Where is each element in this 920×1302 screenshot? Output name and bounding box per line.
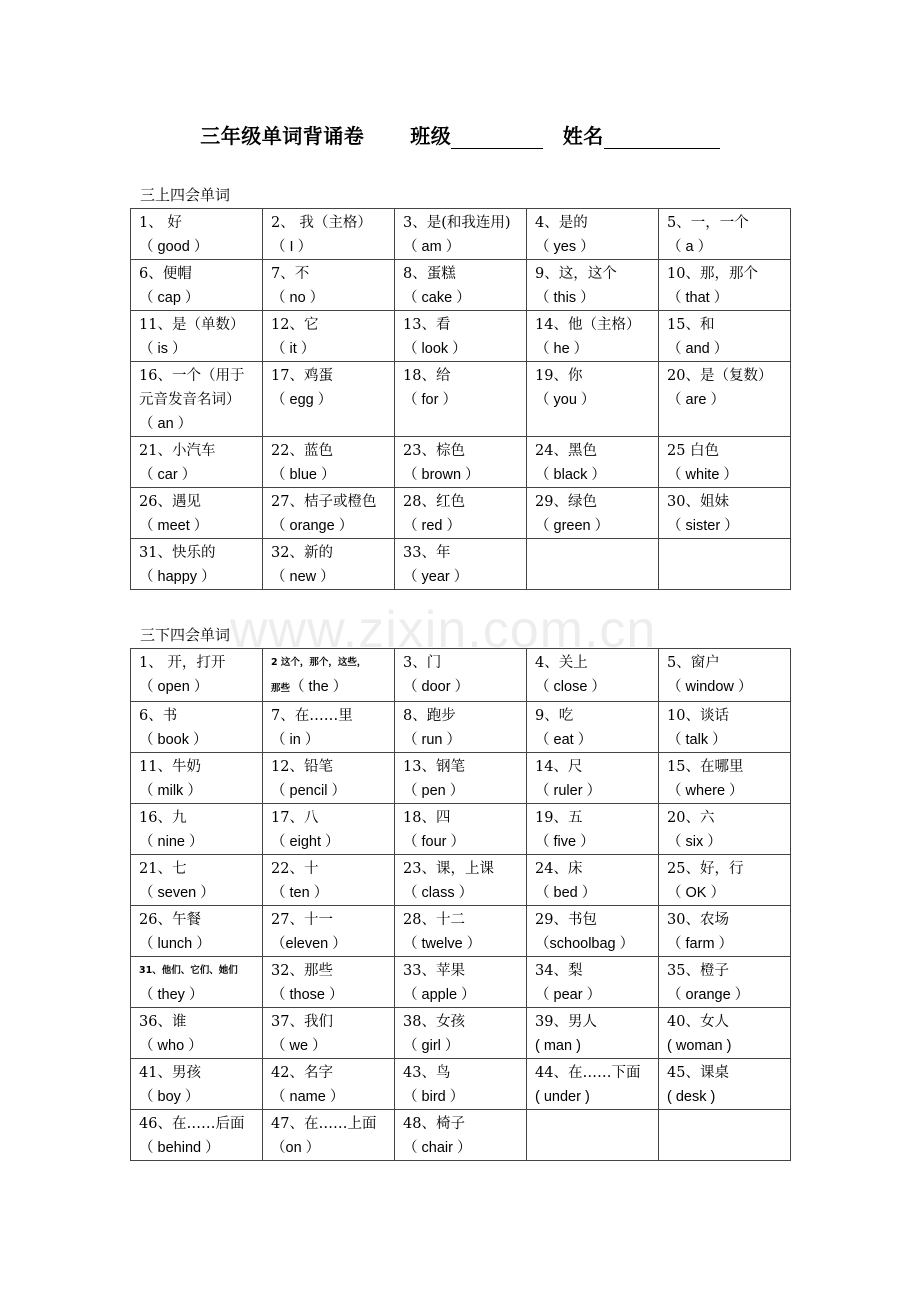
word-cell xyxy=(527,649,659,702)
word-cell xyxy=(395,488,527,539)
word-cell xyxy=(659,855,791,906)
word-cell xyxy=(527,539,659,590)
english-answer[interactable]: （ book ） xyxy=(139,732,208,748)
word-cell xyxy=(395,702,527,753)
english-answer[interactable]: （ pencil ） xyxy=(271,783,346,799)
chinese-meaning: 47、在……上面 xyxy=(271,1116,377,1132)
chinese-meaning: 30、姐妹 xyxy=(667,494,729,510)
chinese-meaning: 20、六 xyxy=(667,810,715,826)
word-cell xyxy=(659,311,791,362)
english-answer[interactable]: （ four ） xyxy=(403,834,466,850)
word-cell xyxy=(395,649,527,702)
english-answer[interactable]: （ for ） xyxy=(403,392,457,408)
word-cell xyxy=(131,1008,263,1059)
english-answer[interactable]: （ talk ） xyxy=(667,732,727,748)
word-cell xyxy=(263,855,395,906)
chinese-meaning: 8、蛋糕 xyxy=(403,266,456,282)
word-cell xyxy=(659,957,791,1008)
chinese-meaning: 26、遇见 xyxy=(139,494,201,510)
watermark: www.zixin.com.cn xyxy=(230,601,657,659)
chinese-meaning: 5、窗户 xyxy=(667,655,720,671)
chinese-meaning: 9、吃 xyxy=(535,708,574,724)
chinese-meaning: 31、他们、它们、她们 xyxy=(139,965,238,976)
english-answer[interactable]: （ those ） xyxy=(271,987,344,1003)
chinese-meaning: 37、我们 xyxy=(271,1014,333,1030)
word-cell xyxy=(527,1110,659,1161)
word-cell xyxy=(659,906,791,957)
english-answer[interactable]: （ milk ） xyxy=(139,783,202,799)
table-row xyxy=(131,1110,791,1161)
chinese-meaning: 7、在……里 xyxy=(271,708,353,724)
chinese-meaning: 14、他（主格） xyxy=(535,317,641,333)
word-cell xyxy=(131,957,263,1008)
english-answer[interactable]: （ car ） xyxy=(139,467,197,483)
table-row xyxy=(131,488,791,539)
chinese-meaning: 2 这个，那个，这些， xyxy=(271,657,367,668)
word-cell xyxy=(131,753,263,804)
chinese-meaning: 28、十二 xyxy=(403,912,465,928)
word-cell xyxy=(131,539,263,590)
word-cell xyxy=(395,753,527,804)
word-cell xyxy=(659,362,791,437)
chinese-meaning: 25、好，行 xyxy=(667,861,744,877)
english-answer[interactable]: （ black ） xyxy=(535,467,606,483)
table-row xyxy=(131,209,791,260)
chinese-meaning: 39、男人 xyxy=(535,1014,597,1030)
english-answer[interactable]: （ blue ） xyxy=(271,467,336,483)
word-cell xyxy=(527,804,659,855)
english-answer[interactable]: （ meet ） xyxy=(139,518,209,534)
table-row xyxy=(131,311,791,362)
page-title xyxy=(0,120,920,149)
class-blank[interactable] xyxy=(451,126,543,149)
chinese-meaning: 25 白色 xyxy=(667,443,720,459)
word-cell xyxy=(263,804,395,855)
word-cell xyxy=(131,649,263,702)
chinese-meaning: 18、四 xyxy=(403,810,451,826)
word-cell xyxy=(527,260,659,311)
word-cell xyxy=(527,957,659,1008)
title-text: 三年级单词背诵卷 xyxy=(200,124,365,148)
english-answer[interactable]: （ close ） xyxy=(535,679,606,695)
word-cell xyxy=(263,906,395,957)
english-answer[interactable]: （ boy ） xyxy=(139,1089,200,1105)
chinese-meaning-line2: 元音发音名词） xyxy=(139,392,241,408)
english-answer[interactable]: （ eight ） xyxy=(271,834,340,850)
chinese-meaning: 10、谈话 xyxy=(667,708,729,724)
english-answer[interactable]: （schoolbag ） xyxy=(535,936,635,952)
chinese-meaning: 14、尺 xyxy=(535,759,583,775)
chinese-meaning: 8、跑步 xyxy=(403,708,456,724)
table-row xyxy=(131,260,791,311)
word-cell xyxy=(263,649,395,702)
chinese-meaning: 42、名字 xyxy=(271,1065,333,1081)
english-answer[interactable]: （ seven ） xyxy=(139,885,215,901)
word-cell xyxy=(131,855,263,906)
english-answer[interactable]: （ egg ） xyxy=(271,392,333,408)
english-answer[interactable]: （ cap ） xyxy=(139,290,200,306)
chinese-meaning: 6、书 xyxy=(139,708,178,724)
chinese-meaning: 15、在哪里 xyxy=(667,759,744,775)
english-answer[interactable]: （eleven ） xyxy=(271,936,347,952)
english-answer[interactable]: （ a ） xyxy=(667,239,713,255)
english-word: （ the ） xyxy=(290,679,348,695)
word-cell xyxy=(263,437,395,488)
english-answer[interactable]: （ he ） xyxy=(535,341,589,357)
word-cell xyxy=(659,753,791,804)
word-cell xyxy=(527,702,659,753)
chinese-meaning: 29、书包 xyxy=(535,912,597,928)
english-answer[interactable]: （ orange ） xyxy=(667,987,750,1003)
word-cell xyxy=(659,1059,791,1110)
section1-label: 三上四会单词 xyxy=(140,186,231,204)
english-answer[interactable]: ( under ) xyxy=(535,1089,590,1105)
word-cell xyxy=(395,311,527,362)
word-cell xyxy=(659,209,791,260)
word-cell xyxy=(659,260,791,311)
word-cell xyxy=(263,362,395,437)
word-cell xyxy=(395,209,527,260)
chinese-meaning: 15、和 xyxy=(667,317,715,333)
word-cell xyxy=(527,437,659,488)
word-cell xyxy=(395,804,527,855)
chinese-meaning: 7、不 xyxy=(271,266,310,282)
word-cell xyxy=(131,362,263,437)
word-cell xyxy=(395,855,527,906)
word-cell xyxy=(659,488,791,539)
english-answer[interactable]: （ am ） xyxy=(403,239,461,255)
chinese-meaning: 23、棕色 xyxy=(403,443,465,459)
word-cell xyxy=(131,311,263,362)
word-cell xyxy=(263,488,395,539)
table-row xyxy=(131,1059,791,1110)
chinese-meaning: 43、鸟 xyxy=(403,1065,451,1081)
chinese-meaning: 24、黑色 xyxy=(535,443,597,459)
table-row xyxy=(131,1008,791,1059)
chinese-meaning: 5、一，一个 xyxy=(667,215,749,231)
english-answer[interactable]: （ new ） xyxy=(271,569,335,585)
english-answer[interactable]: （ year ） xyxy=(403,569,469,585)
chinese-meaning: 38、女孩 xyxy=(403,1014,465,1030)
chinese-meaning: 11、牛奶 xyxy=(139,759,201,775)
name-blank[interactable] xyxy=(604,126,720,149)
chinese-meaning: 4、是的 xyxy=(535,215,588,231)
english-answer[interactable]: （ window ） xyxy=(667,679,753,695)
word-cell xyxy=(527,1059,659,1110)
english-answer[interactable]: （ open ） xyxy=(139,679,209,695)
chinese-meaning: 21、小汽车 xyxy=(139,443,216,459)
english-answer[interactable]: （ sister ） xyxy=(667,518,739,534)
english-answer[interactable]: （ an ） xyxy=(139,416,193,432)
name-label: 姓名 xyxy=(562,124,604,148)
word-cell xyxy=(659,1110,791,1161)
english-answer[interactable]: （ brown ） xyxy=(403,467,480,483)
english-answer[interactable]: （ nine ） xyxy=(139,834,204,850)
english-answer[interactable]: （ where ） xyxy=(667,783,744,799)
table-row xyxy=(131,906,791,957)
word-cell xyxy=(131,804,263,855)
table-row xyxy=(131,957,791,1008)
chinese-meaning: 1、 开，打开 xyxy=(139,655,226,671)
chinese-meaning: 12、它 xyxy=(271,317,319,333)
chinese-meaning: 6、便帽 xyxy=(139,266,192,282)
english-answer[interactable]: （ bed ） xyxy=(535,885,597,901)
chinese-meaning: 4、关上 xyxy=(535,655,588,671)
chinese-meaning: 9、这，这个 xyxy=(535,266,617,282)
chinese-meaning: 36、谁 xyxy=(139,1014,187,1030)
word-cell xyxy=(131,1110,263,1161)
section1-table xyxy=(130,208,791,590)
english-answer[interactable]: （ chair ） xyxy=(403,1140,472,1156)
word-cell xyxy=(527,311,659,362)
chinese-meaning: 31、快乐的 xyxy=(139,545,216,561)
chinese-meaning: 34、梨 xyxy=(535,963,583,979)
english-answer[interactable]: （ eat ） xyxy=(535,732,593,748)
english-answer[interactable]: （ I ） xyxy=(271,239,313,255)
word-cell xyxy=(131,209,263,260)
word-cell xyxy=(131,1059,263,1110)
english-answer[interactable]: （ orange ） xyxy=(271,518,354,534)
word-cell xyxy=(395,437,527,488)
chinese-meaning: 19、你 xyxy=(535,368,583,384)
chinese-meaning: 20、是（复数） xyxy=(667,368,773,384)
english-answer[interactable]: （ name ） xyxy=(271,1089,345,1105)
chinese-meaning: 33、年 xyxy=(403,545,451,561)
table-row xyxy=(131,855,791,906)
chinese-meaning: 12、铅笔 xyxy=(271,759,333,775)
word-cell xyxy=(659,649,791,702)
chinese-meaning: 21、七 xyxy=(139,861,187,877)
chinese-meaning: 22、蓝色 xyxy=(271,443,333,459)
chinese-meaning: 16、一个（用于 xyxy=(139,368,245,384)
english-answer[interactable]: （ yes ） xyxy=(535,239,595,255)
table-row xyxy=(131,753,791,804)
chinese-meaning: 16、九 xyxy=(139,810,187,826)
english-answer[interactable]: （ ten ） xyxy=(271,885,329,901)
english-answer[interactable]: （ green ） xyxy=(535,518,610,534)
chinese-meaning: 27、桔子或橙色 xyxy=(271,494,377,510)
chinese-meaning: 48、椅子 xyxy=(403,1116,465,1132)
word-cell xyxy=(263,1008,395,1059)
word-cell xyxy=(131,437,263,488)
chinese-meaning: 28、红色 xyxy=(403,494,465,510)
table-row xyxy=(131,702,791,753)
english-answer[interactable]: （ they ） xyxy=(139,987,204,1003)
word-cell xyxy=(395,1008,527,1059)
word-cell xyxy=(395,539,527,590)
chinese-meaning: 26、午餐 xyxy=(139,912,201,928)
english-answer[interactable]: （ no ） xyxy=(271,290,325,306)
english-answer[interactable]: （ red ） xyxy=(403,518,462,534)
chinese-meaning: 10、那，那个 xyxy=(667,266,758,282)
chinese-meaning: 2、 我（主格） xyxy=(271,215,372,231)
english-answer[interactable]: ( woman ) xyxy=(667,1038,732,1054)
chinese-meaning: 45、课桌 xyxy=(667,1065,729,1081)
word-cell xyxy=(527,362,659,437)
english-answer[interactable]: （ that ） xyxy=(667,290,729,306)
word-cell xyxy=(263,1110,395,1161)
english-answer[interactable]: （ bird ） xyxy=(403,1089,465,1105)
chinese-meaning: 32、新的 xyxy=(271,545,333,561)
table-row xyxy=(131,362,791,437)
chinese-meaning: 23、课，上课 xyxy=(403,861,494,877)
english-answer[interactable]: （ apple ） xyxy=(403,987,476,1003)
english-answer[interactable]: （ twelve ） xyxy=(403,936,482,952)
english-answer[interactable]: （ pen ） xyxy=(403,783,465,799)
english-answer[interactable]: （ girl ） xyxy=(403,1038,460,1054)
word-cell xyxy=(395,906,527,957)
word-cell xyxy=(659,539,791,590)
chinese-meaning: 35、橙子 xyxy=(667,963,729,979)
chinese-meaning: 29、绿色 xyxy=(535,494,597,510)
english-answer[interactable]: （ are ） xyxy=(667,392,726,408)
chinese-meaning: 41、男孩 xyxy=(139,1065,201,1081)
english-answer[interactable]: （ OK ） xyxy=(667,885,726,901)
english-answer[interactable]: （ six ） xyxy=(667,834,722,850)
word-cell xyxy=(263,260,395,311)
english-answer[interactable]: （ run ） xyxy=(403,732,462,748)
chinese-meaning: 40、女人 xyxy=(667,1014,729,1030)
english-answer[interactable]: （ this ） xyxy=(535,290,595,306)
word-cell xyxy=(527,209,659,260)
english-answer[interactable]: （ five ） xyxy=(535,834,595,850)
word-cell xyxy=(527,855,659,906)
word-cell xyxy=(263,539,395,590)
english-answer[interactable]: （ happy ） xyxy=(139,569,216,585)
word-cell xyxy=(659,437,791,488)
chinese-meaning-line2: 那些 xyxy=(271,683,291,694)
chinese-meaning: 27、十一 xyxy=(271,912,333,928)
english-answer[interactable]: （ class ） xyxy=(403,885,474,901)
english-answer[interactable]: （ lunch ） xyxy=(139,936,211,952)
english-answer[interactable]: （ pear ） xyxy=(535,987,602,1003)
english-answer[interactable]: （ we ） xyxy=(271,1038,327,1054)
word-cell xyxy=(263,753,395,804)
chinese-meaning: 44、在……下面 xyxy=(535,1065,641,1081)
word-cell xyxy=(659,1008,791,1059)
english-answer[interactable]: （ and ） xyxy=(667,341,729,357)
chinese-meaning: 19、五 xyxy=(535,810,583,826)
english-answer[interactable]: （ good ） xyxy=(139,239,209,255)
english-answer[interactable]: ( man ) xyxy=(535,1038,581,1054)
english-answer[interactable]: （ look ） xyxy=(403,341,467,357)
table-row xyxy=(131,649,791,702)
word-cell xyxy=(659,702,791,753)
word-cell xyxy=(263,1059,395,1110)
word-cell xyxy=(659,804,791,855)
word-cell xyxy=(527,906,659,957)
english-answer[interactable]: （on ） xyxy=(271,1140,321,1156)
chinese-meaning: 32、那些 xyxy=(271,963,333,979)
word-cell xyxy=(395,1059,527,1110)
class-label: 班级 xyxy=(410,124,452,148)
chinese-meaning: 22、十 xyxy=(271,861,319,877)
word-cell xyxy=(131,906,263,957)
word-cell xyxy=(395,957,527,1008)
chinese-meaning: 1、 好 xyxy=(139,215,182,231)
table-row xyxy=(131,437,791,488)
chinese-meaning: 33、苹果 xyxy=(403,963,465,979)
chinese-meaning: 13、钢笔 xyxy=(403,759,465,775)
english-answer[interactable]: ( desk ) xyxy=(667,1089,716,1105)
english-answer[interactable]: （ cake ） xyxy=(403,290,471,306)
english-answer[interactable]: （ ruler ） xyxy=(535,783,602,799)
word-cell xyxy=(527,1008,659,1059)
section2-label: 三下四会单词 xyxy=(140,626,231,644)
chinese-meaning: 17、鸡蛋 xyxy=(271,368,333,384)
english-answer[interactable]: （ white ） xyxy=(667,467,738,483)
word-cell xyxy=(395,260,527,311)
word-cell xyxy=(395,1110,527,1161)
word-cell xyxy=(131,702,263,753)
english-answer[interactable]: （ who ） xyxy=(139,1038,203,1054)
english-answer[interactable]: （ you ） xyxy=(535,392,596,408)
chinese-meaning: 24、床 xyxy=(535,861,583,877)
word-cell xyxy=(131,260,263,311)
chinese-meaning: 11、是（单数） xyxy=(139,317,245,333)
english-answer[interactable]: （ it ） xyxy=(271,341,316,357)
english-answer[interactable]: （ behind ） xyxy=(139,1140,220,1156)
chinese-meaning: 17、八 xyxy=(271,810,319,826)
chinese-meaning: 3、是(和我连用) xyxy=(403,215,511,231)
word-cell xyxy=(527,488,659,539)
chinese-meaning: 13、看 xyxy=(403,317,451,333)
english-answer[interactable]: （ in ） xyxy=(271,732,320,748)
english-answer[interactable]: （ farm ） xyxy=(667,936,734,952)
chinese-meaning: 18、给 xyxy=(403,368,451,384)
chinese-meaning: 3、门 xyxy=(403,655,442,671)
word-cell xyxy=(263,957,395,1008)
section2-table xyxy=(130,648,791,1161)
word-cell xyxy=(527,753,659,804)
word-cell xyxy=(131,488,263,539)
chinese-meaning: 46、在……后面 xyxy=(139,1116,245,1132)
word-cell xyxy=(263,209,395,260)
chinese-meaning: 30、农场 xyxy=(667,912,729,928)
english-answer[interactable] xyxy=(271,675,394,701)
word-cell xyxy=(263,311,395,362)
table-row xyxy=(131,539,791,590)
word-cell xyxy=(263,702,395,753)
table-row xyxy=(131,804,791,855)
word-cell xyxy=(395,362,527,437)
english-answer[interactable]: （ door ） xyxy=(403,679,470,695)
english-answer[interactable]: （ is ） xyxy=(139,341,187,357)
